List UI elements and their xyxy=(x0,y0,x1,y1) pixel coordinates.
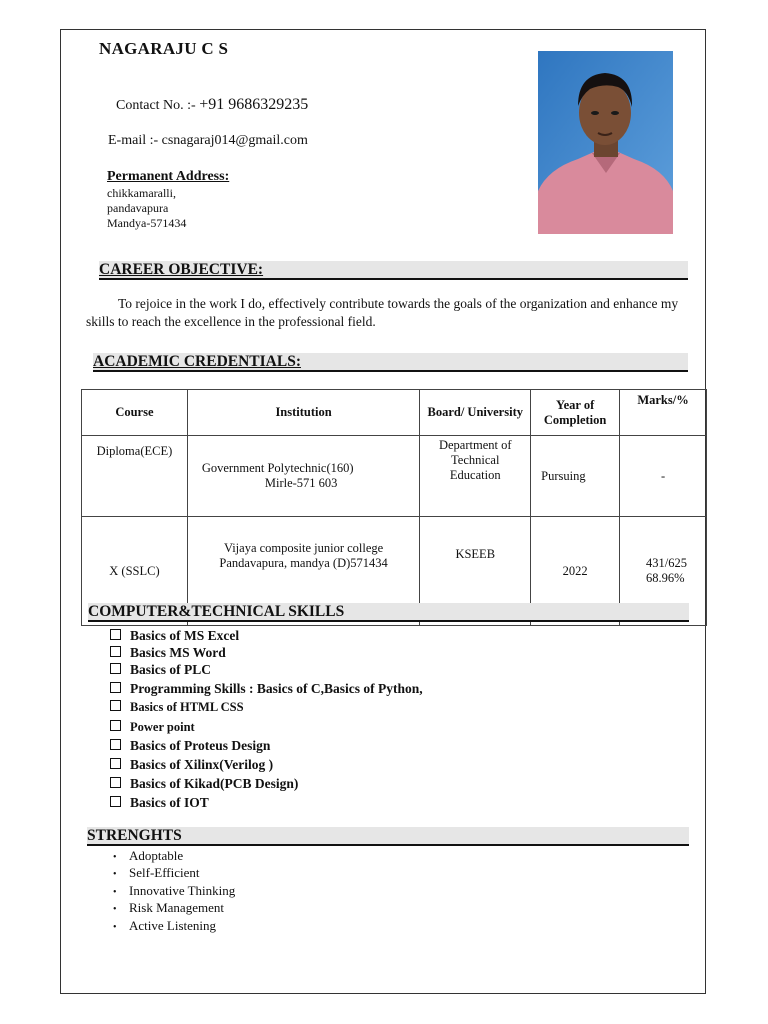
checkbox-icon xyxy=(110,796,121,807)
column-header: Course xyxy=(82,390,188,436)
list-item: Basics of HTML CSS xyxy=(110,700,244,715)
board-cell: KSEEB xyxy=(420,517,531,626)
institution-line: Mirle-571 603 xyxy=(264,476,338,490)
column-header: Marks/% xyxy=(620,390,707,436)
list-item: Programming Skills : Basics of C,Basics of Python, xyxy=(110,681,423,697)
list-item: Basics MS Word xyxy=(110,645,226,661)
list-item: Basics of IOT xyxy=(110,795,209,811)
list-item: Basics of Kikad(PCB Design) xyxy=(110,776,298,792)
column-header: Institution xyxy=(187,390,419,436)
year-cell: Pursuing xyxy=(531,436,620,517)
contact-number xyxy=(116,96,308,114)
career-objective-text: To rejoice in the work I do, effectively contribute towards the goals of the organization and enhance my skills to reach the excellence in the professional field. xyxy=(86,296,679,329)
checkbox-icon xyxy=(110,739,121,750)
bullet-icon: • xyxy=(113,887,117,898)
checkbox-icon xyxy=(110,720,121,731)
address-line: pandavapura xyxy=(107,201,169,215)
institution-line: Vijaya composite junior college xyxy=(223,541,384,555)
list-item: • Adoptable xyxy=(113,848,184,863)
course-cell: Diploma(ECE) xyxy=(82,436,188,517)
table-header-row xyxy=(82,390,707,436)
email: E-mail :- csnagaraj014@gmail.com xyxy=(108,133,308,148)
checkbox-icon xyxy=(110,777,121,788)
checkbox-icon xyxy=(110,646,121,657)
column-header: Year of Completion xyxy=(531,390,620,436)
career-objective-heading: CAREER OBJECTIVE: xyxy=(99,261,688,280)
strengths-heading: STRENGHTS xyxy=(87,827,689,846)
list-item: Basics of PLC xyxy=(110,662,211,678)
address xyxy=(107,186,186,231)
institution-cell xyxy=(187,436,419,517)
checkbox-icon xyxy=(110,700,121,711)
bullet-icon: • xyxy=(113,922,117,933)
institution-line: Pandavapura, mandya (D)571434 xyxy=(219,556,388,570)
address-line: chikkamaralli, xyxy=(107,186,176,200)
list-item: Basics of Proteus Design xyxy=(110,738,270,754)
bullet-icon: • xyxy=(113,852,117,863)
course-cell: X (SSLC) xyxy=(82,517,188,626)
marks-line: 431/625 xyxy=(646,556,688,570)
marks-line: 68.96% xyxy=(646,571,685,585)
bullet-icon: • xyxy=(113,904,117,915)
list-item: • Innovative Thinking xyxy=(113,883,236,898)
institution-line: Government Polytechnic(160) xyxy=(201,461,354,475)
table-row xyxy=(82,436,707,517)
list-item: Power point xyxy=(110,720,195,735)
column-header: Board/ University xyxy=(420,390,531,436)
list-item: • Active Listening xyxy=(113,918,217,933)
checkbox-icon xyxy=(110,758,121,769)
academic-table xyxy=(81,389,707,626)
checkbox-icon xyxy=(110,629,121,640)
list-item: Basics of MS Excel xyxy=(110,628,239,644)
contact-label: Contact No. :- xyxy=(116,98,200,113)
address-label: Permanent Address: xyxy=(107,169,230,184)
board-cell: Department of Technical Education xyxy=(420,436,531,517)
profile-photo xyxy=(538,51,673,234)
list-item: • Risk Management xyxy=(113,900,224,915)
year-cell: 2022 xyxy=(531,517,620,626)
contact-number-value: +91 9686329235 xyxy=(199,96,309,113)
candidate-name: NAGARAJU C S xyxy=(99,39,229,58)
bullet-icon: • xyxy=(113,869,117,880)
marks-line: - xyxy=(660,468,666,483)
list-item: Basics of Xilinx(Verilog ) xyxy=(110,757,273,773)
skills-heading: COMPUTER&TECHNICAL SKILLS xyxy=(88,603,689,622)
list-item: • Self-Efficient xyxy=(113,865,200,880)
marks-cell xyxy=(620,436,707,517)
address-line: Mandya-571434 xyxy=(107,216,187,230)
checkbox-icon xyxy=(110,682,121,693)
academic-credentials-heading: ACADEMIC CREDENTIALS: xyxy=(93,353,688,372)
checkbox-icon xyxy=(110,663,121,674)
